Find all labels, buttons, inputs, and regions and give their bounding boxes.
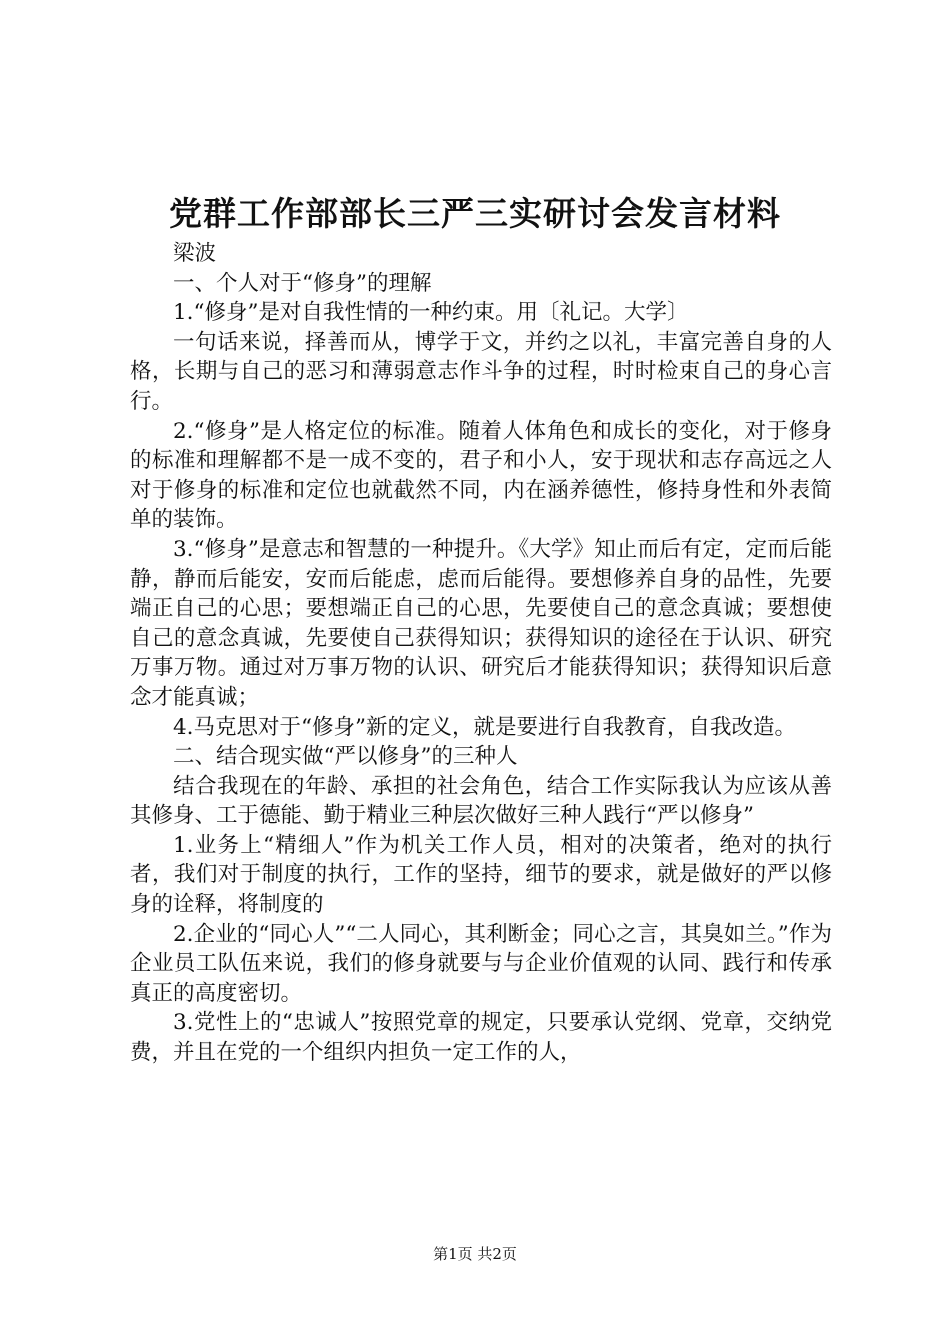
section-heading-1: 一、个人对于“修身”的理解 bbox=[173, 270, 432, 296]
page-number: 第1页 共2页 bbox=[433, 1245, 517, 1263]
paragraph-3: 2.“修身”是人格定位的标准。随着人体角色和成长的变化，对于修身的标准和理解都不是一成不变的，君子和小人，安于现状和志存高远之人对于修身的标准和定位也就截然不同，内在涵养德性，修持身性和外表简单的装饰。 bbox=[130, 418, 832, 533]
paragraph-5: 4.马克思对于“修身”新的定义，就是要进行自我教育，自我改造。 bbox=[173, 714, 796, 740]
author-line: 梁波 bbox=[173, 241, 217, 266]
document-body bbox=[130, 239, 832, 1068]
document-title: 党群工作部部长三严三实研讨会发言材料 bbox=[169, 194, 781, 233]
paragraph-1: 1.“修身”是对自我性情的一种约束。用〔礼记。大学〕 bbox=[173, 300, 689, 326]
paragraph-2: 一句话来说，择善而从，博学于文，并约之以礼，丰富完善自身的人格，长期与自己的恶习和薄弱意志作斗争的过程，时时检束自己的身心言行。 bbox=[130, 329, 832, 414]
paragraph-6: 结合我现在的年龄、承担的社会角色，结合工作实际我认为应该从善其修身、工于德能、勤于精业三种层次做好三种人践行“严以修身” bbox=[130, 773, 832, 829]
paragraph-7: 1.业务上“精细人”作为机关工作人员，相对的决策者，绝对的执行者，我们对于制度的执行，工作的坚持，细节的要求，就是做好的严以修身的诠释，将制度的 bbox=[130, 832, 832, 918]
section-heading-2: 二、结合现实做“严以修身”的三种人 bbox=[173, 744, 518, 770]
paragraph-9: 3.党性上的“忠诚人”按照党章的规定，只要承认党纲、党章，交纳党费，并且在党的一个组织内担负一定工作的人， bbox=[130, 1010, 832, 1066]
paragraph-8: 2.企业的“同心人”“二人同心，其利断金；同心之言，其臭如兰。”作为企业员工队伍来说，我们的修身就要与与企业价值观的认同、践行和传承真正的高度密切。 bbox=[130, 921, 832, 1006]
paragraph-4: 3.“修身”是意志和智慧的一种提升。《大学》知止而后有定，定而后能静，静而后能安，安而后能虑，虑而后能得。要想修养自身的品性，先要端正自己的心思；要想端正自己的心思，先要使自己的意念真诚；要想使自己的意念真诚，先要使自己获得知识；获得知识的途径在于认识、研究万事万物。通过对万事万物的认识、研究后才能获得知识；获得知识后意念才能真诚； bbox=[130, 536, 832, 710]
